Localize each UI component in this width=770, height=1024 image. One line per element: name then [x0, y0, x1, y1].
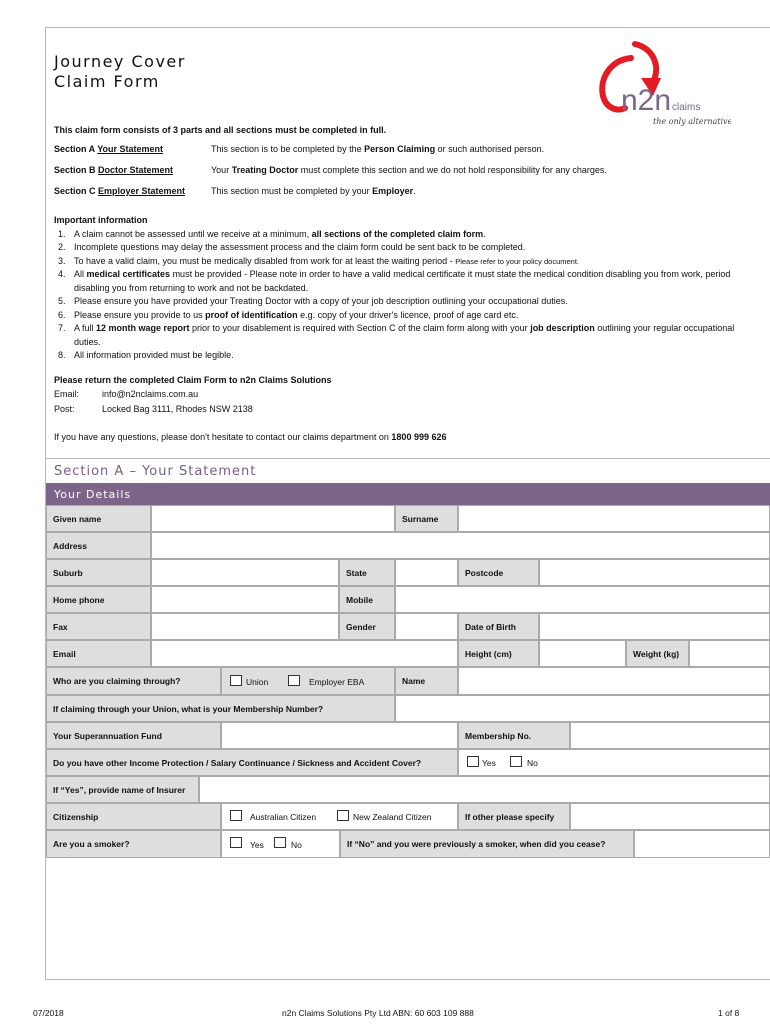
- n2n-claims-logo: [591, 38, 731, 133]
- list-item: 4. All medical certificates must be provided - Please note in order to have a valid medical certificate it must state the medical condition disabling you from work, period disabling you from returning to work and not be backdated.: [68, 268, 754, 295]
- list-item: 8. All information provided must be legible.: [68, 349, 754, 363]
- super-fund-field[interactable]: [221, 722, 458, 749]
- insurer-label: If “Yes”, provide name of Insurer: [46, 776, 199, 803]
- union-checkbox[interactable]: [230, 675, 242, 686]
- surname-label: Surname: [395, 505, 458, 532]
- smoker-ceased-field[interactable]: [634, 830, 770, 858]
- given-name-field[interactable]: [151, 505, 395, 532]
- nz-citizen-label: New Zealand Citizen: [353, 812, 432, 822]
- australian-citizen-checkbox[interactable]: [230, 810, 242, 821]
- state-field[interactable]: [395, 559, 458, 586]
- smoker-options: [221, 830, 340, 858]
- footer-company: n2n Claims Solutions Pty Ltd ABN: 60 603 109 888: [282, 1008, 474, 1018]
- smoker-label: Are you a smoker?: [46, 830, 221, 858]
- logo-brand: n2n: [621, 84, 672, 117]
- membership-number-field[interactable]: [395, 695, 770, 722]
- weight-label: Weight (kg): [626, 640, 689, 667]
- dob-field[interactable]: [539, 613, 770, 640]
- other-cover-label: Do you have other Income Protection / Salary Continuance / Sickness and Accident Cover?: [46, 749, 458, 776]
- address-field[interactable]: [151, 532, 770, 559]
- claiming-through-label: Who are you claiming through?: [46, 667, 221, 695]
- section-c-name: Employer Statement: [98, 186, 186, 196]
- claims-phone: 1800 999 626: [391, 432, 447, 442]
- section-a-header: [46, 458, 770, 485]
- membership-no-label: Membership No.: [458, 722, 570, 749]
- section-c-row: Section C Employer Statement This section must be completed by your Employer.: [54, 186, 416, 196]
- super-fund-label: Your Superannuation Fund: [46, 722, 221, 749]
- claiming-through-options: [221, 667, 395, 695]
- fax-field[interactable]: [151, 613, 339, 640]
- other-specify-field[interactable]: [570, 803, 770, 830]
- intro-text: This claim form consists of 3 parts and all sections must be completed in full.: [54, 125, 387, 135]
- postcode-field[interactable]: [539, 559, 770, 586]
- citizenship-options: [221, 803, 458, 830]
- other-cover-yes-label: Yes: [482, 758, 496, 768]
- post-label: Post:: [54, 404, 75, 414]
- other-cover-no-checkbox[interactable]: [510, 756, 522, 767]
- return-heading: Please return the completed Claim Form to n2n Claims Solutions: [54, 375, 332, 385]
- email-field[interactable]: [151, 640, 458, 667]
- height-field[interactable]: [539, 640, 626, 667]
- union-name-field[interactable]: [458, 667, 770, 695]
- list-item: 2. Incomplete questions may delay the assessment process and the claim form could be sent back to be completed.: [68, 241, 754, 255]
- list-item: 5. Please ensure you have provided your Treating Doctor with a copy of your job description outlining your occupational duties.: [68, 295, 754, 309]
- suburb-field[interactable]: [151, 559, 339, 586]
- other-cover-yes-checkbox[interactable]: [467, 756, 479, 767]
- citizenship-label: Citizenship: [46, 803, 221, 830]
- section-b-row: Section B Doctor Statement Your Treating Doctor must complete this section and we do not hold responsibility for any charges.: [54, 165, 607, 175]
- name-label: Name: [395, 667, 458, 695]
- list-item: 1. A claim cannot be assessed until we receive at a minimum, all sections of the completed claim form.: [68, 228, 754, 242]
- mobile-field[interactable]: [395, 586, 770, 613]
- union-option-label: Union: [246, 677, 269, 687]
- membership-no-field[interactable]: [570, 722, 770, 749]
- your-details-title: Your Details: [54, 488, 132, 501]
- footer-date: 07/2018: [33, 1008, 64, 1018]
- dob-label: Date of Birth: [458, 613, 539, 640]
- other-specify-label: If other please specify: [458, 803, 570, 830]
- membership-question-label: If claiming through your Union, what is your Membership Number?: [46, 695, 395, 722]
- fax-label: Fax: [46, 613, 151, 640]
- n2n-logo-graphic: [591, 38, 731, 133]
- given-name-label: Given name: [46, 505, 151, 532]
- surname-field[interactable]: [458, 505, 770, 532]
- questions-text: If you have any questions, please don't hesitate to contact our claims department on 1800 999 626: [54, 432, 447, 442]
- smoker-no-label: No: [291, 840, 302, 850]
- list-item: 6. Please ensure you provide to us proof of identification e.g. copy of your driver's licence, proof of age card etc.: [68, 309, 754, 323]
- return-post-address: Locked Bag 3111, Rhodes NSW 2138: [102, 404, 253, 414]
- section-a-name: Your Statement: [97, 144, 164, 154]
- gender-label: Gender: [339, 613, 395, 640]
- employer-eba-option-label: Employer EBA: [309, 677, 365, 687]
- smoker-yes-label: Yes: [250, 840, 264, 850]
- weight-field[interactable]: [689, 640, 770, 667]
- footer-page-number: 1 of 8: [718, 1008, 740, 1018]
- form-page: [45, 27, 770, 980]
- section-a-title: Section A – Your Statement: [54, 464, 257, 479]
- employer-eba-checkbox[interactable]: [288, 675, 300, 686]
- important-list: [54, 228, 754, 363]
- list-item: 3. To have a valid claim, you must be medically disabled from work for at least the waiting period - Please refer to your policy document.: [68, 255, 754, 269]
- form-title: [54, 52, 186, 92]
- title-line-1: Journey Cover: [54, 52, 186, 71]
- smoker-ceased-label: If “No” and you were previously a smoker, when did you cease?: [340, 830, 634, 858]
- other-cover-options: [458, 749, 770, 776]
- other-cover-no-label: No: [527, 758, 538, 768]
- height-label: Height (cm): [458, 640, 539, 667]
- home-phone-label: Home phone: [46, 586, 151, 613]
- postcode-label: Postcode: [458, 559, 539, 586]
- list-item: 7. A full 12 month wage report prior to your disablement is required with Section C of the claim form along with your job description outlining your regular occupational duties.: [68, 322, 754, 349]
- title-line-2: Claim Form: [54, 72, 160, 91]
- return-email[interactable]: info@n2nclaims.com.au: [102, 389, 199, 399]
- mobile-label: Mobile: [339, 586, 395, 613]
- australian-citizen-label: Australian Citizen: [250, 812, 317, 822]
- smoker-no-checkbox[interactable]: [274, 837, 286, 848]
- your-details-bar: [46, 483, 770, 505]
- important-information: [54, 214, 754, 363]
- suburb-label: Suburb: [46, 559, 151, 586]
- logo-tagline: the only alternative: [653, 117, 731, 126]
- email-label: Email:: [54, 389, 80, 399]
- insurer-field[interactable]: [199, 776, 770, 803]
- state-label: State: [339, 559, 395, 586]
- address-label: Address: [46, 532, 151, 559]
- section-a-row: Section A Your Statement This section is to be completed by the Person Claiming or such authorised person.: [54, 144, 545, 154]
- email-field-label: Email: [46, 640, 151, 667]
- home-phone-field[interactable]: [151, 586, 339, 613]
- logo-word: claims: [672, 102, 701, 113]
- gender-field[interactable]: [395, 613, 458, 640]
- important-heading: Important information: [54, 215, 148, 225]
- section-b-name: Doctor Statement: [98, 165, 174, 175]
- nz-citizen-checkbox[interactable]: [337, 810, 349, 821]
- smoker-yes-checkbox[interactable]: [230, 837, 242, 848]
